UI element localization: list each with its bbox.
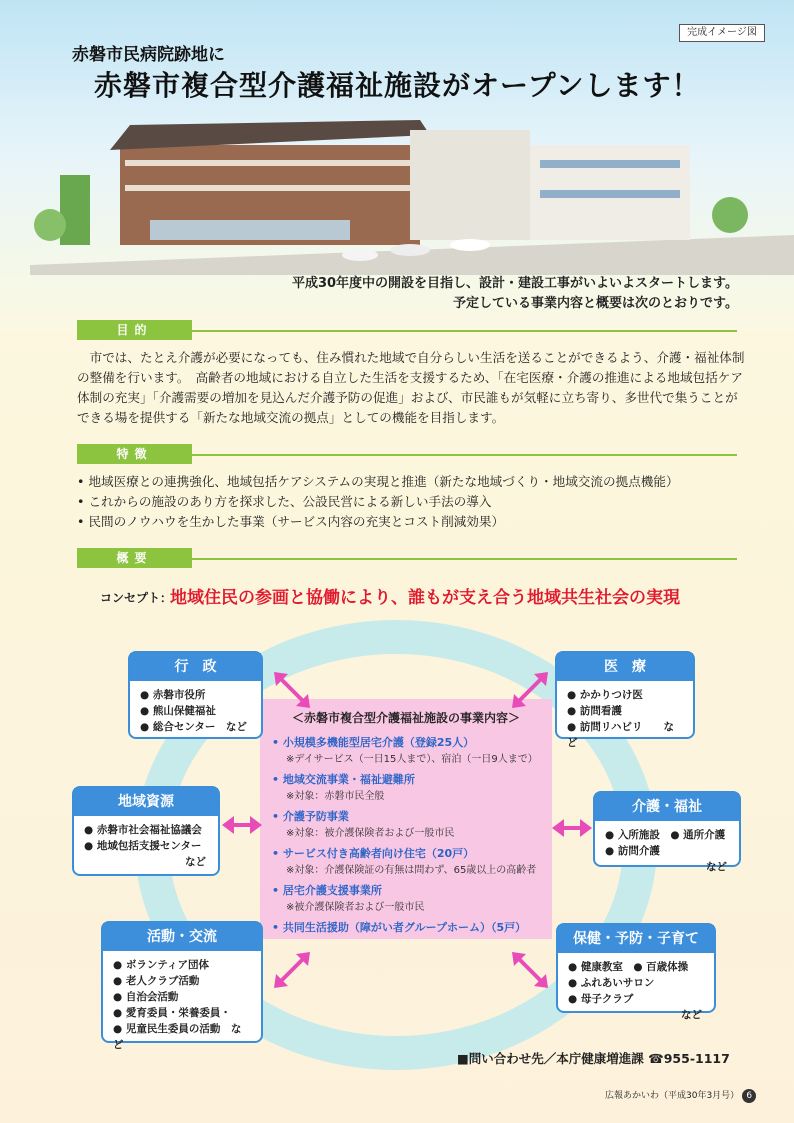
issue-label: 広報あかいわ（平成30年3月号） <box>605 1091 740 1101</box>
building-illustration <box>30 115 794 275</box>
node-hoken <box>556 923 716 1021</box>
business-content-box <box>260 699 552 939</box>
double-arrow-icon <box>510 670 550 710</box>
list-item: ● ボランティア団体 <box>113 957 249 973</box>
node-gyosei <box>128 651 263 739</box>
node-list <box>103 951 261 1059</box>
list-item: • 民間のノウハウを生かした事業（サービス内容の充実とコスト削減効果） <box>77 512 737 532</box>
list-item: ● 入所施設 ● 通所介護 <box>605 827 727 843</box>
business-name: • 共同生活援助（障がい者グループホーム）（5戸） <box>272 919 540 935</box>
node-chiiki <box>72 786 220 876</box>
divider <box>187 330 737 332</box>
node-title: 行 政 <box>130 653 261 681</box>
section-label: 特徴 <box>77 444 192 464</box>
list-item: ● 訪問リハビリ など <box>567 719 681 751</box>
business-note: ※デイサービス（一日15人まで）、宿泊（一日9人まで） <box>286 754 538 765</box>
list-item: ● 総合センター など <box>140 719 249 735</box>
image-badge: 完成イメージ図 <box>679 24 765 42</box>
list-item: ● かかりつけ医 <box>567 687 681 703</box>
node-kaigo <box>593 791 741 873</box>
node-tail: など <box>681 1009 702 1021</box>
purpose-text: 市では、たとえ介護が必要になっても、住み慣れた地域で自分らしい生活を送ることができるよう、介護・福祉体制の整備を行います。 高齢者の地域における自立した生活を支援するため、「在宅医療・介護の推進による地域包括ケア体制の充実」「介護需要の増加を見込んだ介護予防の促進」および、市民誰もが気軽に立ち寄り、多世代で集うことができる場を提供する「新たな地域交流の拠点」としての機能を目指します。 <box>77 350 745 425</box>
list-item: ● 愛育委員・栄養委員・ <box>113 1005 249 1021</box>
features-list <box>77 472 737 532</box>
concept-label: コンセプト： <box>100 591 173 605</box>
business-item <box>272 808 540 839</box>
section-label: 概要 <box>77 548 192 568</box>
list-item: ● 赤磐市社会福祉協議会 <box>84 822 206 838</box>
list-item: ● 健康教室 ● 百歳体操 <box>568 959 702 975</box>
business-content-title: ＜赤磐市複合型介護福祉施設の事業内容＞ <box>291 711 520 725</box>
node-list <box>558 953 714 1013</box>
node-iryo <box>555 651 695 749</box>
list-item: ● 訪問介護 <box>605 843 727 859</box>
business-name: • 介護予防事業 <box>272 808 540 824</box>
business-item <box>272 734 540 765</box>
node-title: 保健・予防・子育て <box>558 925 714 953</box>
lead-line-2: 予定している事業内容と概要は次のとおりです。 <box>453 296 738 311</box>
business-name: • サービス付き高齢者向け住宅（20戸） <box>272 845 540 861</box>
list-item: • これからの施設のあり方を探求した、公設民営による新しい手法の導入 <box>77 492 737 512</box>
business-item <box>272 771 540 802</box>
node-title: 地域資源 <box>74 788 218 816</box>
list-item: ● ふれあいサロン <box>568 975 702 991</box>
page-number: 6 <box>742 1089 756 1103</box>
list-item: ● 母子クラブ <box>568 991 702 1007</box>
business-note: ※対象：介護保険証の有無は問わず、65歳以上の高齢者 <box>286 865 537 876</box>
double-arrow-icon <box>510 950 550 990</box>
node-tail: など <box>185 856 206 868</box>
lead-line-1: 平成30年度中の開設を目指し、設計・建設工事がいよいよスタートします。 <box>291 276 738 291</box>
business-item <box>272 845 540 876</box>
business-name: • 小規模多機能型居宅介護（登録25人） <box>272 734 540 750</box>
double-arrow-icon <box>222 810 262 840</box>
business-note: ※対象：赤磐市民全般 <box>286 791 385 802</box>
business-name: • 地域交流事業・福祉避難所 <box>272 771 540 787</box>
list-item: ● 地域包括支援センター <box>84 838 206 854</box>
business-note: ※被介護保険者および一般市民 <box>286 902 425 913</box>
list-item: ● 訪問看護 <box>567 703 681 719</box>
double-arrow-icon <box>552 813 592 843</box>
business-item <box>272 882 540 913</box>
double-arrow-icon <box>272 950 312 990</box>
section-features-heading <box>77 444 737 464</box>
contact-info: ■問い合わせ先／本庁健康増進課 ☎955-1117 <box>457 1051 730 1066</box>
divider <box>187 558 737 560</box>
concept-text: 地域住民の参画と協働により、誰もが支え合う地域共生社会の実現 <box>170 588 680 608</box>
page-footer <box>605 1088 756 1103</box>
page-subtitle: 赤磐市民病院跡地に <box>72 45 225 65</box>
node-title: 介護・福祉 <box>595 793 739 821</box>
section-label: 目的 <box>77 320 192 340</box>
list-item: ● 児童民生委員の活動 など <box>113 1021 249 1053</box>
list-item: ● 自治会活動 <box>113 989 249 1005</box>
page-title: 赤磐市複合型介護福祉施設がオープンします！ <box>94 69 701 102</box>
list-item: ● 熊山保健福祉 <box>140 703 249 719</box>
business-name: • 居宅介護支援事業所 <box>272 882 540 898</box>
list-item: • 地域医療との連携強化、地域包括ケアシステムの実現と推進（新たな地域づくり・地域交流の拠点機能） <box>77 472 737 492</box>
node-title: 活動・交流 <box>103 923 261 951</box>
node-title: 医 療 <box>557 653 693 681</box>
node-tail: など <box>706 861 727 873</box>
section-overview-heading <box>77 548 737 568</box>
node-list <box>557 681 693 757</box>
list-item: ● 老人クラブ活動 <box>113 973 249 989</box>
section-purpose-heading <box>77 320 737 340</box>
business-note: ※対象：被介護保険者および一般市民 <box>286 828 455 839</box>
node-katsudo <box>101 921 263 1051</box>
double-arrow-icon <box>272 670 312 710</box>
list-item: ● 赤磐市役所 <box>140 687 249 703</box>
node-list <box>130 681 261 741</box>
divider <box>187 454 737 456</box>
business-item <box>272 919 540 935</box>
